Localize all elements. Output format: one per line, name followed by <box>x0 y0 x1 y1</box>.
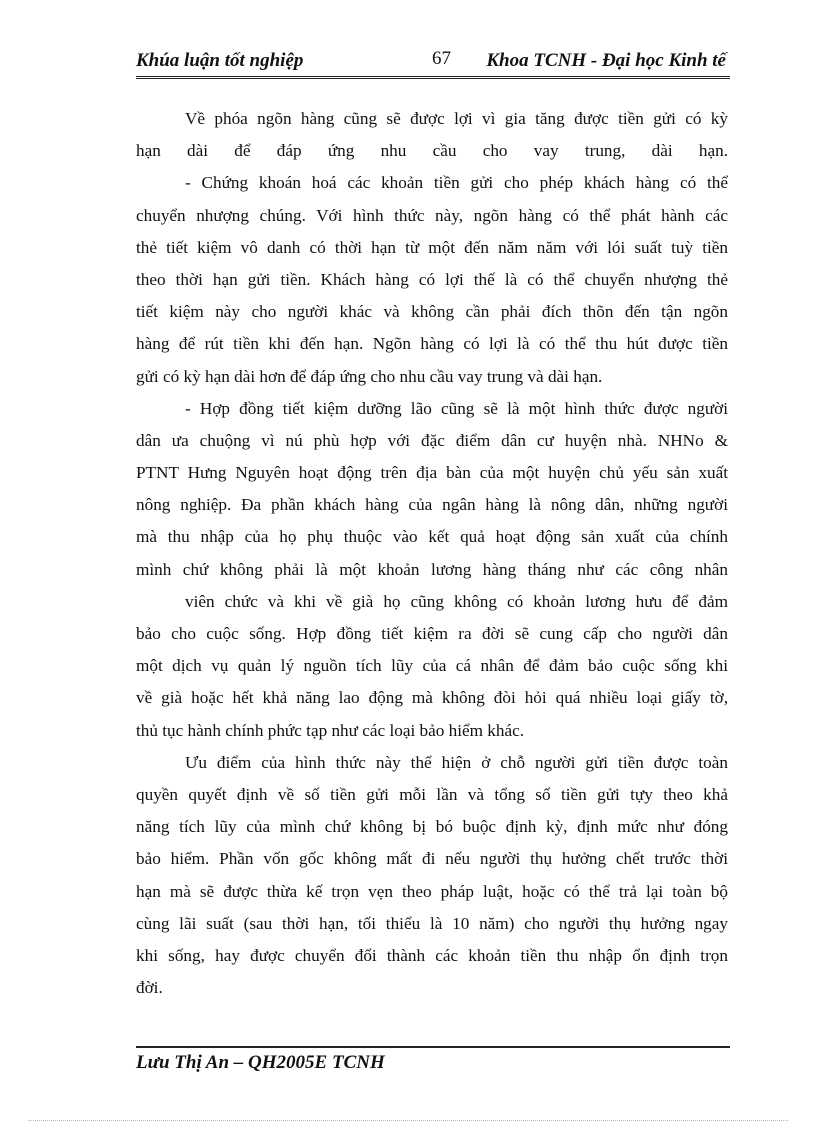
text-line: PTNT Hưng Nguyên hoạt động trên địa bàn của một huyện chủ yếu sản xuất <box>136 463 728 483</box>
faculty-label: Khoa TCNH - Đại học Kinh tế <box>486 50 726 71</box>
page-number: 67 <box>432 48 451 69</box>
text-line: năng tích lũy của mình chứ không bị bó buộc định kỳ, định mức như đóng <box>136 817 728 837</box>
footer-divider <box>136 1046 730 1048</box>
body-text <box>136 103 728 1004</box>
text-line: hàng để rút tiền khi đến hạn. Ngõn hàng có lợi là có thể thu hút được tiền <box>136 334 728 354</box>
text-line: hạn dài để đáp ứng nhu cầu cho vay trung, dài hạn. <box>136 141 728 161</box>
text-line: thẻ tiết kiệm vô danh có thời hạn từ một đến năm năm với lói suất tuỳ tiền <box>136 237 728 257</box>
footer-author: Lưu Thị An – QH2005E TCNH <box>136 1052 385 1073</box>
page-edge <box>28 1120 788 1121</box>
text-line: Về phóa ngõn hàng cũng sẽ được lợi vì gia tăng được tiền gửi có kỳ <box>185 109 728 128</box>
text-line: dân ưa chuộng vì nú phù hợp với đặc điểm dân cư huyện nhà. NHNo & <box>136 430 728 450</box>
text-line: - Hợp đồng tiết kiệm dưỡng lão cũng sẽ là một hình thức được người <box>185 398 728 418</box>
text-line: tiết kiệm này cho người khác và không cần phải đích thõn đến tận ngõn <box>136 302 728 322</box>
text-line: bảo hiểm. Phần vốn gốc không mất đi nếu người thụ hưởng chết trước thời <box>136 849 728 869</box>
text-line: một dịch vụ quản lý nguồn tích lũy của cá nhân để đảm bảo cuộc sống khi <box>136 656 728 676</box>
text-line: gửi có kỳ hạn dài hơn để đáp ứng cho nhu cầu vay trung và dài hạn. <box>136 366 603 386</box>
text-line: cùng lãi suất (sau thời hạn, tối thiểu là 10 năm) cho người thụ hưởng ngay <box>136 913 728 933</box>
text-line: thủ tục hành chính phức tạp như các loại bảo hiểm khác. <box>136 720 525 740</box>
text-line: Ưu điểm của hình thức này thể hiện ở chỗ người gửi tiền được toàn <box>185 752 728 772</box>
text-line: đời. <box>136 978 163 998</box>
text-line: mà thu nhập của họ phụ thuộc vào kết quả hoạt động sản xuất của chính <box>136 527 728 547</box>
text-line: về già hoặc hết khả năng lao động mà không đòi hỏi quá nhiều loại giấy tờ, <box>136 688 728 708</box>
text-line: nông nghiệp. Đa phần khách hàng của ngân hàng là nông dân, những người <box>136 495 728 515</box>
text-line: - Chứng khoán hoá các khoản tiền gửi cho phép khách hàng có thể <box>185 173 728 193</box>
text-line: theo thời hạn gửi tiền. Khách hàng có lợi thế là có thể chuyển nhượng thẻ <box>136 269 728 289</box>
text-line: viên chức và khi về già họ cũng không có khoản lương hưu để đảm <box>185 591 728 611</box>
text-line: mình chứ không phải là một khoản lương hàng tháng như các công nhân <box>136 559 728 579</box>
text-line: quyền quyết định về số tiền gửi mỗi lần và tổng số tiền gửi tựy theo khả <box>136 784 728 804</box>
text-line: hạn mà sẽ được thừa kế trọn vẹn theo pháp luật, hoặc có thể trả lại toàn bộ <box>136 881 728 901</box>
text-line: bảo cho cuộc sống. Hợp đồng tiết kiệm ra đời sẽ cung cấp cho người dân <box>136 624 728 643</box>
thesis-label: Khúa luận tốt nghiệp <box>136 50 304 71</box>
page-header <box>136 46 730 79</box>
text-line: chuyển nhượng chúng. Với hình thức này, ngõn hàng có thể phát hành các <box>136 205 728 225</box>
text-line: khi sống, hay được chuyển đổi thành các khoản tiền thu nhập ổn định trọn <box>136 945 728 965</box>
